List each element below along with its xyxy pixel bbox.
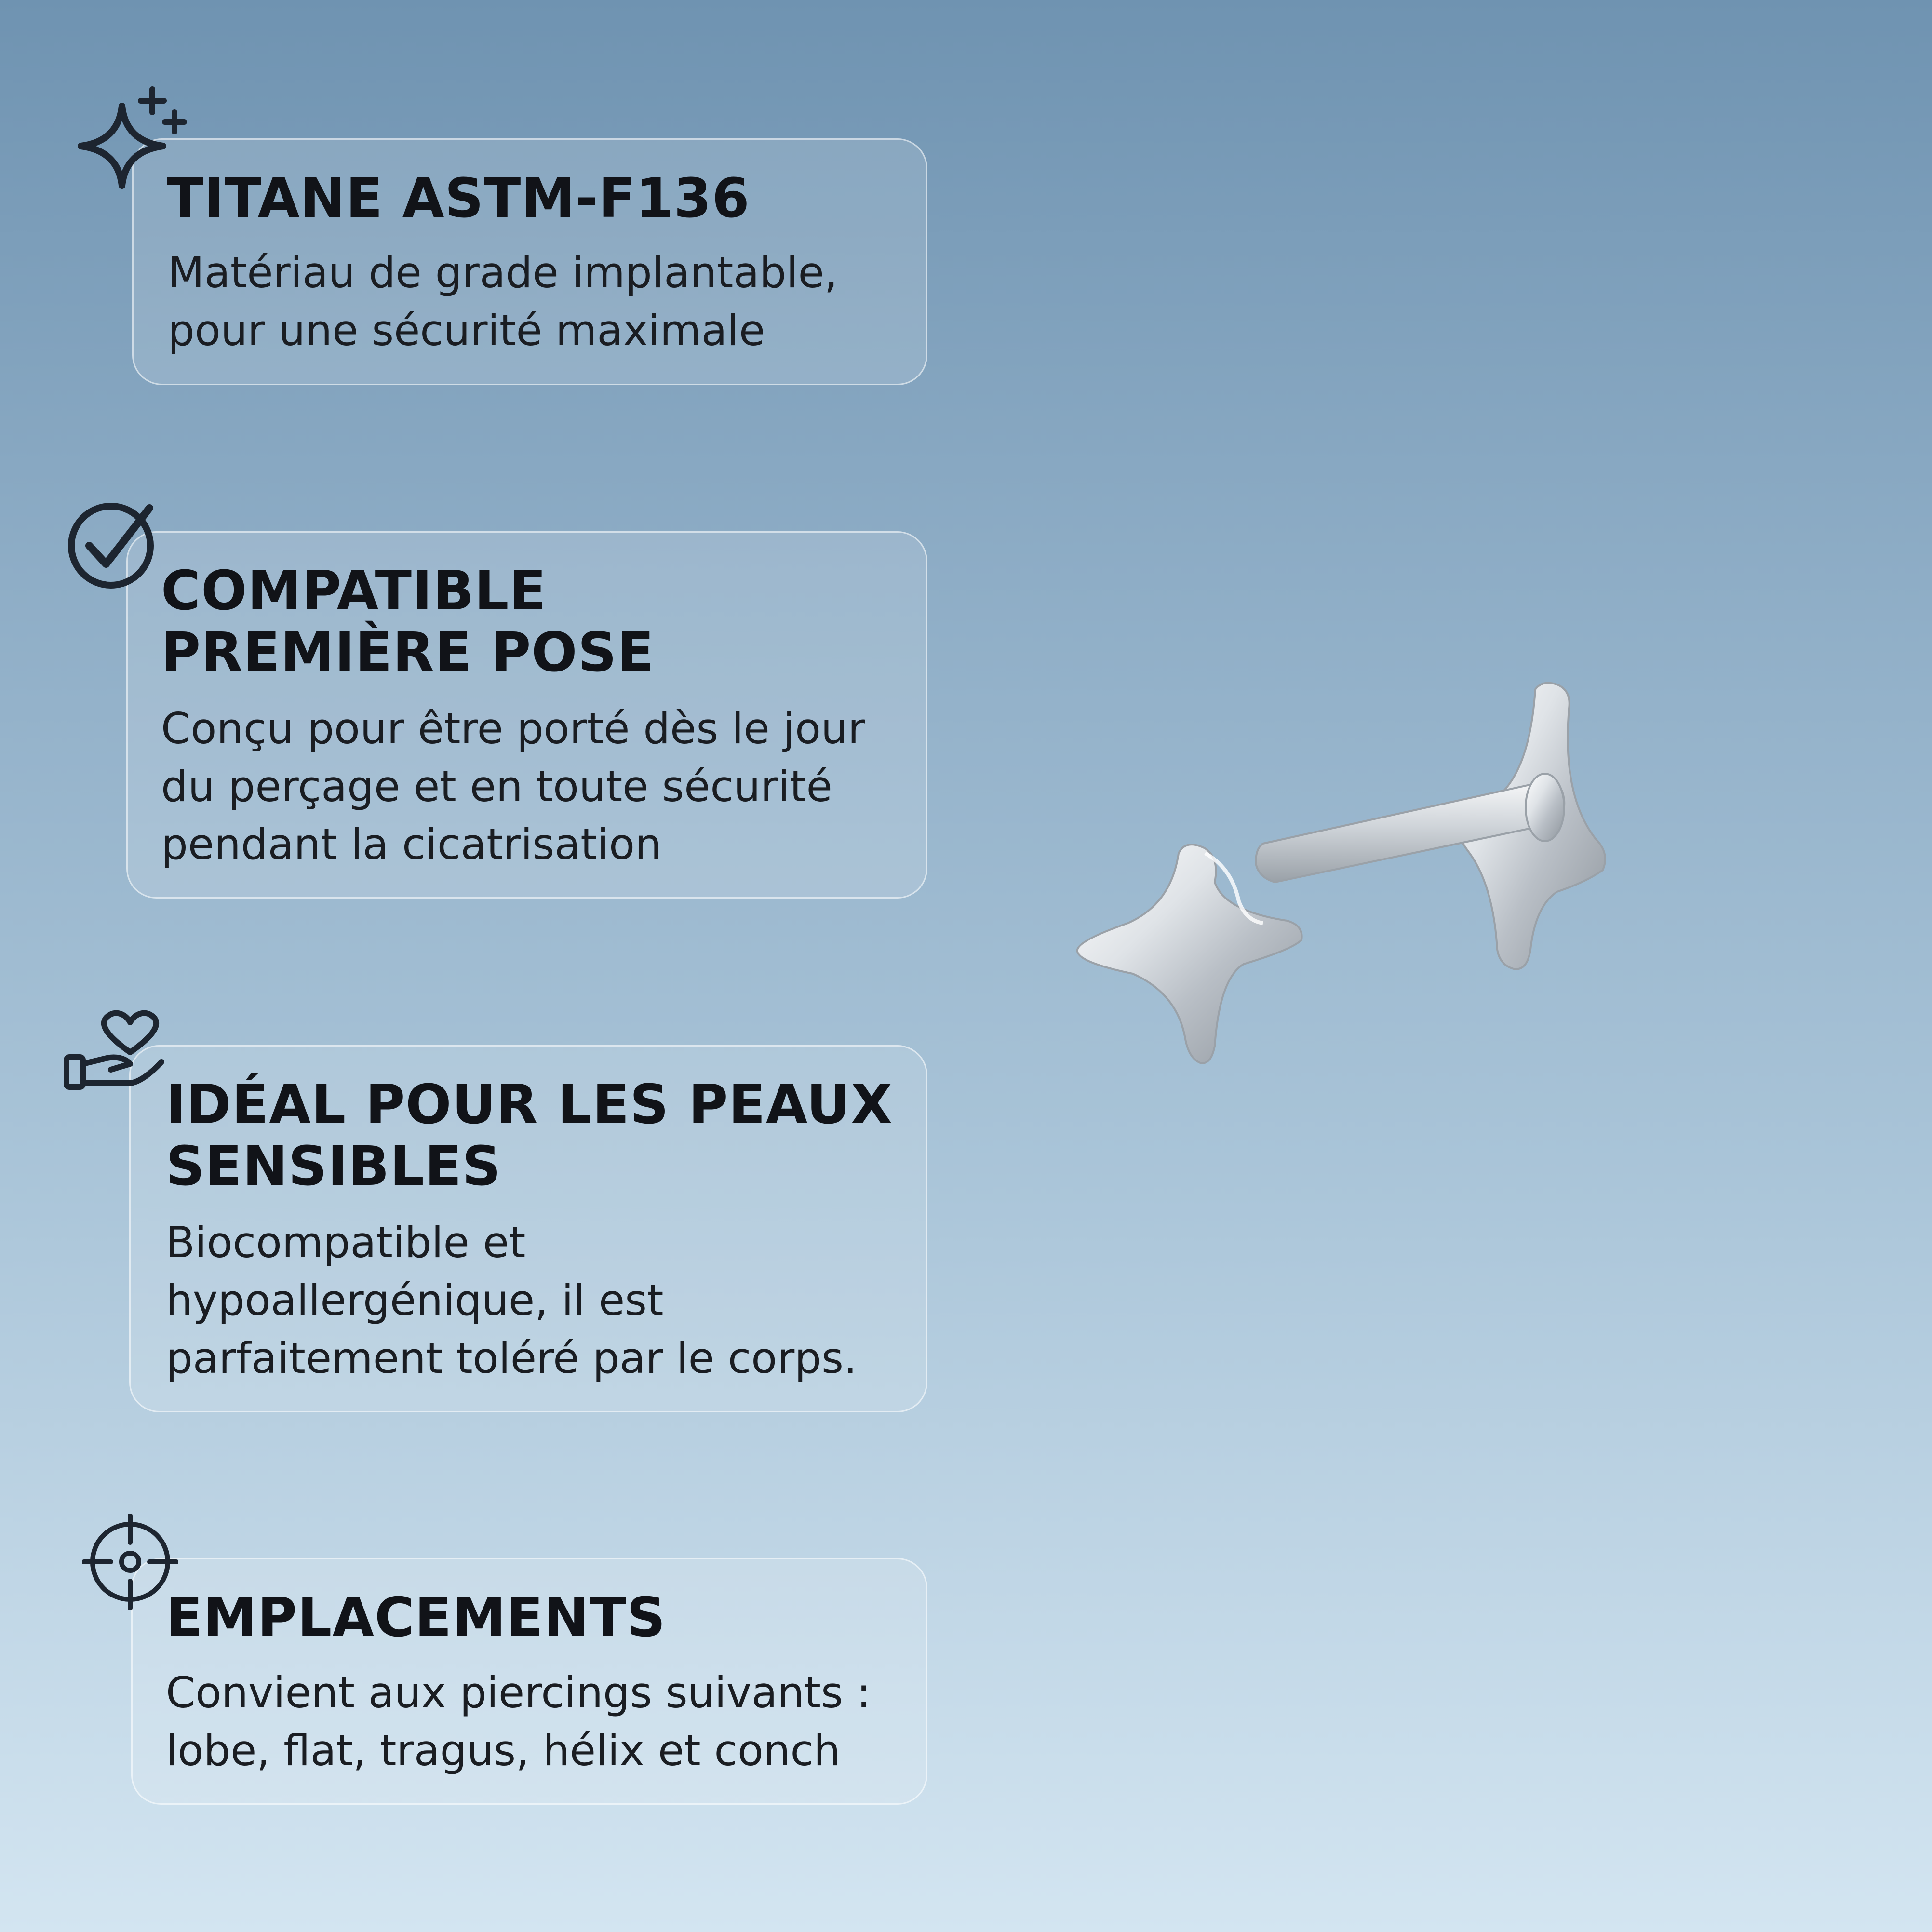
feature-description: hypoallergénique, il est <box>166 1275 664 1325</box>
feature-description: Conçu pour être porté dès le jour <box>161 704 865 753</box>
star-earring-image <box>1060 680 1735 1186</box>
feature-description: du perçage et en toute sécurité <box>161 762 832 811</box>
feature-description: lobe, flat, tragus, hélix et conch <box>166 1726 841 1775</box>
feature-description: pendant la cicatrisation <box>161 819 662 869</box>
check-circle-icon <box>63 497 159 594</box>
feature-title: EMPLACEMENTS <box>166 1586 666 1649</box>
feature-description: parfaitement toléré par le corps. <box>166 1333 857 1383</box>
feature-description: Convient aux piercings suivants : <box>166 1668 871 1717</box>
feature-title: TITANE ASTM-F136 <box>167 167 750 230</box>
feature-title: COMPATIBLE <box>161 560 547 622</box>
feature-description: Biocompatible et <box>166 1218 526 1267</box>
feature-description: Matériau de grade implantable, <box>168 248 838 297</box>
hand-heart-icon <box>63 1010 174 1092</box>
crosshair-icon <box>82 1514 178 1610</box>
feature-title: IDÉAL POUR LES PEAUX <box>166 1073 893 1136</box>
feature-description: pour une sécurité maximale <box>168 306 765 355</box>
feature-title: PREMIÈRE POSE <box>161 621 655 684</box>
feature-title: SENSIBLES <box>166 1135 502 1198</box>
